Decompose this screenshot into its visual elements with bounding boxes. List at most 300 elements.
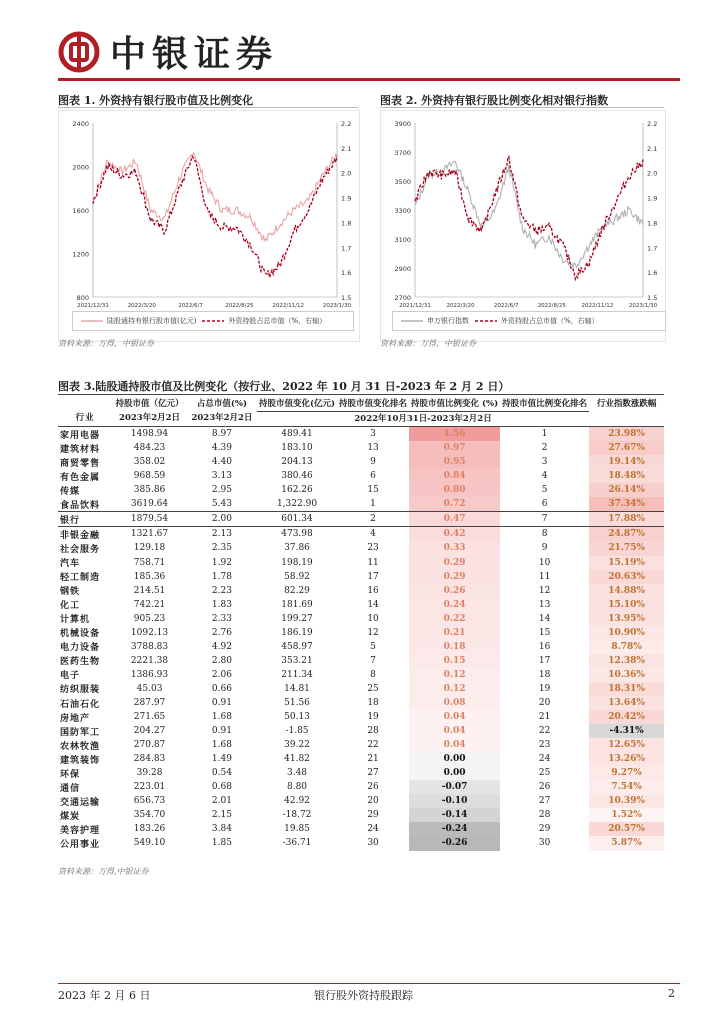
y-left-tick-label: 800 <box>76 294 89 302</box>
cell-mv: 3619.64 <box>130 499 169 510</box>
cell-mv-change: 199.27 <box>281 613 313 624</box>
cell-mv-change: 183.10 <box>281 443 313 454</box>
y-right-tick-label: 1.5 <box>341 294 352 302</box>
fig1-legend-item-1 <box>81 316 196 326</box>
cell-industry: 电力设备 <box>60 643 101 654</box>
cell-mv-rank: 19 <box>367 712 379 723</box>
cell-index-change: 15.10% <box>589 598 664 612</box>
cell-pct: 2.95 <box>211 485 232 496</box>
table-row <box>58 541 664 555</box>
cell-index-change: 9.27% <box>589 766 664 780</box>
cell-index-change: -4.31% <box>589 724 664 738</box>
cell-ratio-change: -0.24 <box>409 822 500 836</box>
cell-ratio-rank: 14 <box>538 613 551 624</box>
page-header <box>0 0 724 80</box>
cell-mv: 45.03 <box>136 683 163 694</box>
cell-ratio-change: 0.84 <box>409 469 500 483</box>
cell-industry: 社会服务 <box>60 544 101 555</box>
cell-mv: 185.36 <box>133 571 166 582</box>
cell-mv: 284.83 <box>133 754 166 765</box>
cell-ratio-rank: 30 <box>538 838 551 849</box>
cell-industry: 公用事业 <box>60 839 101 850</box>
table-row <box>58 570 664 584</box>
cell-mv-rank: 15 <box>367 485 379 496</box>
cell-ratio-change: 0.95 <box>409 455 500 469</box>
table-row <box>58 794 664 808</box>
cell-mv-change: 42.92 <box>284 796 310 807</box>
footer-date: 2023 年 2 月 6 日 <box>58 989 151 1002</box>
cell-mv-change: 380.46 <box>281 471 313 482</box>
cell-mv-rank: 16 <box>367 585 379 596</box>
cell-mv: 1386.93 <box>130 669 169 680</box>
cell-pct: 1.85 <box>211 838 232 849</box>
cell-ratio-change: 0.72 <box>409 497 500 512</box>
table-row <box>58 752 664 766</box>
table-row <box>58 696 664 710</box>
y-left-tick-label: 2900 <box>394 265 411 273</box>
cell-ratio-change: 0.04 <box>409 738 500 752</box>
cell-pct: 0.91 <box>211 698 232 708</box>
cell-mv-rank: 29 <box>367 810 379 821</box>
cell-mv-rank: 13 <box>367 443 379 454</box>
cell-pct: 0.66 <box>211 683 232 694</box>
y-right-tick-label: 2.1 <box>341 144 352 153</box>
cell-mv-change: 186.19 <box>281 627 313 638</box>
cell-ratio-rank: 8 <box>541 529 548 540</box>
cell-industry: 建筑材料 <box>60 444 101 455</box>
cell-ratio-change: 0.18 <box>409 640 500 654</box>
cell-mv-rank: 5 <box>370 641 376 652</box>
x-tick-label: 2023/1/30 <box>628 303 658 309</box>
table-subheader-row <box>58 412 664 427</box>
footer-title: 银行股外资持股跟踪 <box>314 989 413 1002</box>
x-tick-label: 2021/12/31 <box>77 303 109 309</box>
cell-ratio-rank: 6 <box>541 499 548 510</box>
cell-mv-change: 50.13 <box>284 712 310 723</box>
cell-index-change: 20.42% <box>589 710 664 724</box>
cell-mv-rank: 7 <box>370 655 376 666</box>
y-right-tick-label: 1.8 <box>341 219 352 228</box>
cell-mv-change: 162.26 <box>281 485 313 496</box>
y-left-tick-label: 2000 <box>72 163 89 172</box>
cell-ratio-change: 0.12 <box>409 682 500 696</box>
cell-ratio-rank: 5 <box>541 485 548 496</box>
y-right-tick-label: 1.8 <box>647 219 658 228</box>
x-tick-label: 2023/1/30 <box>322 303 352 309</box>
cell-pct: 1.68 <box>211 712 232 723</box>
cell-ratio-change: 0.00 <box>409 766 500 780</box>
cell-ratio-rank: 21 <box>538 712 551 723</box>
cell-mv-rank: 2 <box>337 512 409 527</box>
cell-industry: 通信 <box>60 783 81 794</box>
cell-index-change: 24.87% <box>589 527 664 542</box>
fig2-title: 图表 2. 外资持有银行股比例变化相对银行指数 <box>380 94 609 107</box>
cell-index-change: 13.64% <box>589 696 664 710</box>
cell-mv-rank: 12 <box>367 627 379 638</box>
series-1-line <box>415 161 643 267</box>
cell-mv-rank: 18 <box>367 698 379 708</box>
fig2-title-rule <box>380 107 664 108</box>
cell-mv: 270.87 <box>133 740 166 751</box>
cell-industry: 国防军工 <box>60 727 101 738</box>
cell-ratio-rank: 22 <box>538 726 551 737</box>
y-left-tick-label: 3100 <box>394 236 411 244</box>
cell-industry: 电子 <box>60 671 81 682</box>
fig2-legend-label-2: 外资持股占总市值（%，右轴） <box>501 317 599 325</box>
table-row <box>58 682 664 696</box>
cell-ratio-rank: 29 <box>538 824 551 835</box>
cell-mv: 905.23 <box>133 613 166 624</box>
cell-mv: 1092.13 <box>130 627 169 638</box>
cell-mv-change: 37.86 <box>284 543 310 554</box>
cell-ratio-change: -0.14 <box>409 808 500 822</box>
page-number: 2 <box>668 987 675 1000</box>
cell-mv-change: 458.97 <box>281 641 313 652</box>
cell-mv: 354.70 <box>133 810 166 821</box>
table-row <box>58 455 664 469</box>
cell-mv-rank: 20 <box>367 796 379 807</box>
cell-ratio-rank: 9 <box>541 543 548 554</box>
cell-index-change: 14.88% <box>589 584 664 598</box>
cell-mv: 214.51 <box>133 585 166 596</box>
fig3-title-rule <box>58 394 664 395</box>
table-row <box>58 441 664 455</box>
cell-ratio-change: 0.24 <box>409 598 500 612</box>
cell-mv-rank: 26 <box>367 782 379 793</box>
cell-ratio-rank: 3 <box>541 457 548 468</box>
cell-pct: 1.83 <box>211 599 232 610</box>
table-row <box>58 724 664 738</box>
legend-dash-icon <box>475 319 497 323</box>
cell-ratio-change: 0.00 <box>409 752 500 766</box>
cell-mv-change: 41.82 <box>284 754 310 765</box>
legend-dash-icon <box>202 319 224 323</box>
cell-index-change: 1.52% <box>589 808 664 822</box>
table-row <box>58 836 664 850</box>
cell-index-change: 12.38% <box>589 654 664 668</box>
fig1-chart <box>58 110 360 342</box>
cell-pct: 2.00 <box>187 512 257 527</box>
cell-mv-rank: 4 <box>370 529 376 540</box>
cell-pct: 3.13 <box>211 471 232 482</box>
cell-mv-rank: 3 <box>370 429 376 440</box>
cell-index-change: 13.26% <box>589 752 664 766</box>
cell-mv: 484.23 <box>133 443 166 454</box>
cell-index-change: 10.36% <box>589 668 664 682</box>
table-row <box>58 469 664 483</box>
fig1-source: 资料来源：万得，中银证券 <box>58 339 154 348</box>
x-tick-label: 2022/3/20 <box>446 303 475 309</box>
fig3-source: 资料来源：万得,中银证券 <box>58 867 149 876</box>
cell-mv-rank: 27 <box>367 768 379 779</box>
brand-name: 中银证券 <box>110 33 279 75</box>
cell-mv: 1879.54 <box>112 512 187 527</box>
cell-pct: 1.49 <box>211 754 232 765</box>
cell-industry: 美容护理 <box>60 825 101 836</box>
cell-index-change: 19.14% <box>589 455 664 469</box>
cell-pct: 4.40 <box>211 457 232 468</box>
series-1-line <box>93 153 337 241</box>
cell-mv-rank: 23 <box>367 543 379 554</box>
cell-index-change: 20.63% <box>589 570 664 584</box>
table-row <box>58 710 664 724</box>
cell-mv-change: -1.85 <box>285 726 309 737</box>
x-tick-label: 2022/8/25 <box>537 303 566 309</box>
cell-industry: 石油石化 <box>60 699 101 710</box>
cell-ratio-rank: 16 <box>538 641 551 652</box>
cell-index-change: 12.65% <box>589 738 664 752</box>
cell-ratio-change: 0.22 <box>409 612 500 626</box>
cell-pct: 2.01 <box>211 796 232 807</box>
cell-mv-change: 473.98 <box>281 529 313 540</box>
cell-ratio-rank: 17 <box>538 655 551 666</box>
legend-line-icon <box>81 319 103 323</box>
cell-industry: 交通运输 <box>60 797 101 808</box>
header-industry <box>58 397 112 412</box>
cell-pct: 1.68 <box>211 740 232 751</box>
cell-pct: 0.68 <box>211 782 232 793</box>
y-left-tick-label: 1200 <box>72 250 89 259</box>
cell-industry: 商贸零售 <box>60 458 101 469</box>
cell-mv: 656.73 <box>133 796 166 807</box>
header-industry-label: 行业 <box>75 413 95 424</box>
y-right-tick-label: 1.9 <box>647 194 658 203</box>
cell-ratio-change: 0.04 <box>409 710 500 724</box>
table-row <box>58 483 664 497</box>
fig1-title: 图表 1. 外资持有银行股市值及比例变化 <box>58 94 254 107</box>
cell-mv: 385.86 <box>133 485 166 496</box>
cell-mv: 287.97 <box>133 698 166 708</box>
cell-industry: 传媒 <box>60 486 81 497</box>
table-row <box>58 780 664 794</box>
cell-industry: 机械设备 <box>60 629 101 640</box>
cell-pct: 2.23 <box>211 585 232 596</box>
cell-mv-rank: 8 <box>370 669 376 680</box>
cell-ratio-rank: 11 <box>538 571 551 582</box>
cell-industry: 房地产 <box>60 713 91 724</box>
cell-industry: 有色金属 <box>60 472 101 483</box>
fig2-legend-item-1 <box>401 316 469 326</box>
table-row <box>58 626 664 640</box>
table-row <box>58 822 664 836</box>
cell-mv-change: 181.69 <box>281 599 313 610</box>
cell-ratio-rank: 1 <box>541 429 548 440</box>
cell-mv-rank: 1 <box>370 499 376 510</box>
y-left-tick-label: 3900 <box>394 120 411 128</box>
cell-mv: 129.18 <box>133 543 166 554</box>
cell-mv-change: 82.29 <box>284 585 310 596</box>
y-left-tick-label: 2400 <box>72 120 89 128</box>
cell-pct: 1.92 <box>211 557 232 568</box>
table-row <box>58 584 664 598</box>
fig1-legend <box>72 311 354 331</box>
cell-ratio-change: 0.04 <box>409 724 500 738</box>
cell-mv-change: -18.72 <box>282 810 312 821</box>
y-right-tick-label: 2.2 <box>647 120 658 128</box>
cell-industry: 化工 <box>60 601 81 612</box>
y-left-tick-label: 3700 <box>394 149 411 157</box>
cell-index-change: 21.75% <box>589 541 664 555</box>
legend-line-icon <box>401 319 423 323</box>
cell-ratio-change: -0.07 <box>409 780 500 794</box>
cell-pct: 3.84 <box>211 824 232 835</box>
cell-mv-change: 8.80 <box>286 782 308 793</box>
cell-index-change: 17.88% <box>589 512 664 527</box>
y-left-tick-label: 3300 <box>394 207 411 215</box>
cell-pct: 2.80 <box>211 655 232 666</box>
cell-index-change: 15.19% <box>589 556 664 570</box>
cell-index-change: 37.34% <box>589 497 664 512</box>
cell-mv-rank: 28 <box>367 726 379 737</box>
cell-industry: 非银金融 <box>60 530 101 541</box>
cell-industry: 汽车 <box>60 559 81 570</box>
fig3-title: 图表 3.陆股通持股市值及比例变化（按行业、2022 年 10 月 31 日-2023 年 2 月 2 日） <box>58 380 510 393</box>
cell-industry: 农林牧渔 <box>60 741 101 752</box>
cell-ratio-change: -0.10 <box>409 794 500 808</box>
cell-mv-change: 204.13 <box>281 457 313 468</box>
header-mv-change: 持股市值变化(亿元) <box>258 398 336 409</box>
cell-mv-change: 39.22 <box>284 740 310 751</box>
cell-index-change: 13.95% <box>589 612 664 626</box>
cell-industry: 煤炭 <box>60 811 81 822</box>
cell-mv: 223.01 <box>133 782 166 793</box>
x-tick-label: 2021/12/31 <box>399 303 431 309</box>
cell-pct: 5.43 <box>211 499 232 510</box>
cell-ratio-change: 0.29 <box>409 556 500 570</box>
table-row <box>58 640 664 654</box>
cell-ratio-rank: 18 <box>538 669 551 680</box>
cell-pct: 8.97 <box>211 429 232 440</box>
table-row <box>58 612 664 626</box>
y-right-tick-label: 1.6 <box>341 269 352 278</box>
cell-industry: 银行 <box>58 512 112 527</box>
x-tick-label: 2022/6/7 <box>178 303 203 309</box>
cell-pct: 0.91 <box>211 726 232 737</box>
cell-mv-change: 58.92 <box>284 571 310 582</box>
cell-ratio-change: 0.42 <box>409 527 500 542</box>
cell-ratio-rank: 13 <box>538 599 551 610</box>
cell-mv-change: 14.81 <box>284 683 310 694</box>
cell-mv-rank: 11 <box>367 557 379 568</box>
cell-ratio-rank: 15 <box>538 627 551 638</box>
cell-ratio-rank: 28 <box>538 810 551 821</box>
cell-mv-rank: 30 <box>367 838 379 849</box>
y-right-tick-label: 2.0 <box>647 169 658 178</box>
cell-ratio-change: -0.26 <box>409 836 500 850</box>
cell-mv-change: 3.48 <box>286 768 308 779</box>
cell-ratio-rank: 12 <box>538 585 551 596</box>
cell-index-change: 7.54% <box>589 780 664 794</box>
cell-industry: 环保 <box>60 769 81 780</box>
fig1-legend-item-2 <box>202 316 326 326</box>
cell-pct: 2.35 <box>211 543 232 554</box>
cell-ratio-change: 0.08 <box>409 696 500 710</box>
cell-mv: 358.02 <box>133 457 166 468</box>
cell-industry: 医药生物 <box>60 657 101 668</box>
y-right-tick-label: 2.2 <box>341 120 352 128</box>
x-tick-label: 2022/3/20 <box>127 303 156 309</box>
cell-mv: 271.65 <box>133 712 166 723</box>
fig1-legend-label-2: 外资持股占总市值（%，右轴） <box>228 317 327 325</box>
y-left-tick-label: 1600 <box>72 207 89 215</box>
cell-mv: 968.59 <box>133 471 166 482</box>
cell-index-change: 5.87% <box>589 836 664 850</box>
fig2-svg <box>381 111 665 341</box>
cell-mv: 1321.67 <box>130 529 169 540</box>
cell-mv-rank: 14 <box>367 599 379 610</box>
header-ratio-rank: 持股市值比例变化排名 <box>502 398 588 409</box>
cell-ratio-rank: 4 <box>541 471 548 482</box>
series-2-line <box>93 156 337 277</box>
cell-ratio-rank: 2 <box>541 443 548 454</box>
cell-mv-rank: 21 <box>367 754 379 765</box>
cell-mv-change: 1,322.90 <box>276 499 318 510</box>
cell-mv-rank: 22 <box>367 740 379 751</box>
fig2-legend-label-1: 申万银行指数 <box>427 317 469 325</box>
table-row <box>58 654 664 668</box>
cell-ratio-change: 0.15 <box>409 654 500 668</box>
table-row <box>58 738 664 752</box>
cell-mv-change: 489.41 <box>281 429 313 440</box>
table-row <box>58 497 664 512</box>
cell-ratio-rank: 24 <box>538 754 551 765</box>
cell-pct: 2.76 <box>211 627 232 638</box>
footer-rule <box>58 983 680 984</box>
cell-mv: 758.71 <box>133 557 166 568</box>
fig1-title-rule <box>58 107 358 108</box>
cell-ratio-rank: 23 <box>538 740 551 751</box>
cell-ratio-change: 0.47 <box>409 512 500 527</box>
cell-ratio-change: 0.29 <box>409 570 500 584</box>
cell-mv-rank: 6 <box>370 471 376 482</box>
cell-mv-rank: 9 <box>370 457 376 468</box>
bank-of-china-logo-icon <box>58 31 100 73</box>
cell-pct: 0.54 <box>211 768 232 779</box>
fig2-chart <box>380 110 666 342</box>
cell-ratio-rank: 10 <box>538 557 551 568</box>
series-2-line <box>415 157 643 279</box>
x-tick-label: 2022/8/25 <box>225 303 254 309</box>
table-row <box>58 668 664 682</box>
header-pct: 占总市值(%) <box>196 398 248 409</box>
cell-industry: 轻工制造 <box>60 573 101 584</box>
fig2-legend-item-2 <box>475 316 599 326</box>
cell-index-change: 10.39% <box>589 794 664 808</box>
cell-mv-change: 211.34 <box>281 669 313 680</box>
cell-index-change: 18.31% <box>589 682 664 696</box>
cell-pct: 1.78 <box>211 571 232 582</box>
fig2-legend <box>392 311 666 331</box>
y-right-tick-label: 2.0 <box>341 169 352 178</box>
cell-ratio-rank: 25 <box>538 768 551 779</box>
subheader-date: 2023年2月2日 <box>119 413 181 424</box>
logo <box>58 26 278 77</box>
y-right-tick-label: 1.7 <box>647 244 658 253</box>
table-header-row <box>58 397 664 412</box>
cell-ratio-change: 0.12 <box>409 668 500 682</box>
cell-mv: 204.27 <box>133 726 166 737</box>
cell-index-change: 10.90% <box>589 626 664 640</box>
cell-mv: 39.28 <box>136 768 163 779</box>
cell-mv: 183.26 <box>133 824 166 835</box>
table-row <box>58 556 664 570</box>
cell-pct: 2.33 <box>211 613 232 624</box>
cell-mv-change: 19.85 <box>284 824 310 835</box>
table-row <box>58 766 664 780</box>
cell-mv: 2221.38 <box>130 655 169 666</box>
cell-industry: 纺织服装 <box>60 685 101 696</box>
header-mv: 持股市值（亿元） <box>115 398 184 409</box>
